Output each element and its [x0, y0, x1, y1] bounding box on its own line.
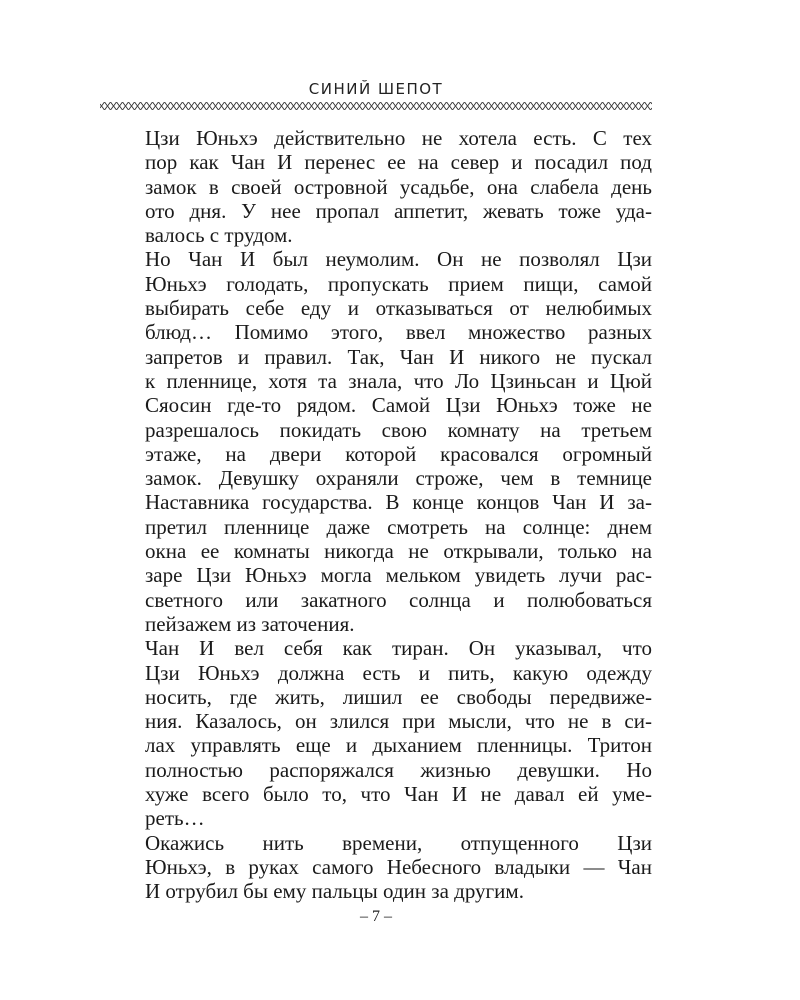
text-line: ния. Казалось, он злился при мысли, что не в си-: [145, 709, 652, 734]
text-line: Наставника государства. В конце концов Чан И за-: [145, 490, 652, 515]
text-line: замок в своей островной усадьбе, она слабела день: [145, 174, 652, 199]
text-line: пор как Чан И перенес ее на север и посадил под: [145, 150, 652, 175]
text-line: окна ее комнаты никогда не открывали, только на: [145, 539, 652, 564]
paragraph: [100, 831, 652, 904]
page-number: – 7 –: [360, 908, 392, 925]
text-line: Цзи Юньхэ действительно не хотела есть. С тех: [145, 126, 652, 150]
text-line: запретов и правил. Так, Чан И никого не пускал: [145, 344, 652, 369]
text-line: полностью распоряжался жизнью девушки. Но: [145, 757, 652, 782]
text-line: пейзажем из заточения.: [145, 611, 355, 636]
text-line: ото дня. У нее пропал аппетит, жевать тоже уда-: [145, 198, 652, 223]
text-line: светного или закатного солнца и полюбоваться: [145, 587, 652, 612]
text-line: Юньхэ голодать, пропускать прием пищи, самой: [145, 271, 652, 296]
text-line: валось с трудом.: [145, 223, 293, 248]
text-line: замок. Девушку охраняли строже, чем в темнице: [145, 466, 652, 491]
text-line: Чан И вел себя как тиран. Он указывал, что: [145, 636, 652, 661]
text-line: реть…: [145, 806, 205, 831]
body-text: [100, 126, 652, 904]
wavy-rule-ornament: [100, 100, 652, 112]
text-line: заре Цзи Юньхэ могла мельком увидеть лучи рас-: [145, 563, 652, 588]
text-line: претил пленнице даже смотреть на солнце: днем: [145, 514, 652, 539]
text-line: И отрубил бы ему пальцы один за другим.: [145, 879, 524, 904]
paragraph: [100, 247, 652, 636]
text-line: блюд… Помимо этого, ввел множество разных: [145, 320, 652, 345]
text-line: этаже, на двери которой красовался огромный: [145, 441, 652, 466]
text-line: разрешалось покидать свою комнату на третьем: [145, 417, 652, 442]
text-line: к пленнице, хотя та знала, что Ло Цзиньсан и Цюй: [145, 368, 652, 393]
running-header-title: СИНИЙ ШЕПОТ: [308, 80, 444, 98]
text-line: лах управлять еще и дыханием пленницы. Тритон: [145, 733, 652, 758]
text-line: Юньхэ, в руках самого Небесного владыки — Чан: [145, 854, 652, 879]
text-line: хуже всего было то, что Чан И не давал ей уме-: [145, 782, 652, 807]
text-line: Но Чан И был неумолим. Он не позволял Цзи: [145, 247, 652, 272]
paragraph: [100, 636, 652, 830]
text-line: Окажись нить времени, отпущенного Цзи: [145, 830, 652, 855]
text-line: Сяосин где-то рядом. Самой Цзи Юньхэ тоже не: [145, 393, 652, 418]
text-line: носить, где жить, лишил ее свободы передвиже-: [145, 684, 652, 709]
text-line: Цзи Юньхэ должна есть и пить, какую одежду: [145, 660, 652, 685]
paragraph: [100, 126, 652, 247]
text-line: выбирать себе еду и отказываться от нелюбимых: [145, 296, 652, 321]
